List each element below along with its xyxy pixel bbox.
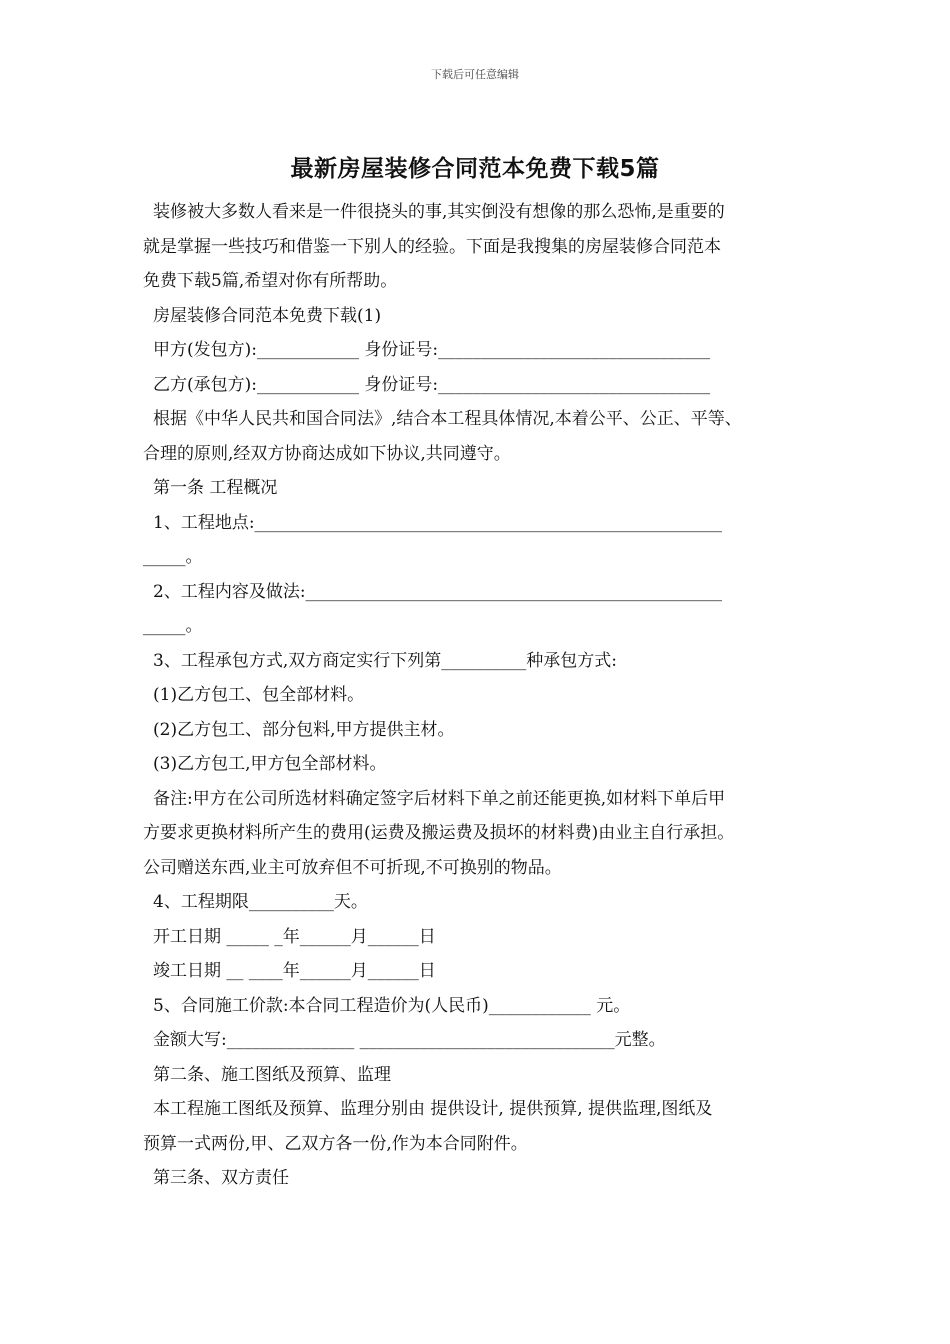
text-line: 3、工程承包方式,双方商定实行下列第__________种承包方式: — [153, 650, 617, 671]
text-line: 备注:甲方在公司所选材料确定签字后材料下单之前还能更换,如材料下单后甲 — [153, 788, 726, 809]
text-line: 第二条、施工图纸及预算、监理 — [153, 1064, 391, 1085]
text-line: _____。 — [143, 616, 203, 636]
text-line: 第一条 工程概况 — [153, 478, 278, 498]
text-line: 就是掌握一些技巧和借鉴一下别人的经验。下面是我搜集的房屋装修合同范本 — [143, 236, 721, 257]
text-line: 甲方(发包方):____________ 身份证号:________________________________ — [153, 340, 711, 360]
text-line: 乙方(承包方):____________ 身份证号:________________________________ — [153, 374, 711, 395]
text-line: 竣工日期 __ ____年______月______日 — [153, 961, 436, 981]
text-line: 公司赠送东西,业主可放弃但不可折现,不可换别的物品。 — [143, 857, 562, 878]
text-line: 本工程施工图纸及预算、监理分别由 提供设计, 提供预算, 提供监理,图纸及 — [153, 1099, 713, 1119]
page-header: 下载后可任意编辑 — [431, 68, 519, 81]
text-line: _____。 — [143, 547, 203, 567]
text-line: 装修被大多数人看来是一件很挠头的事,其实倒没有想像的那么恐怖,是重要的 — [153, 202, 725, 222]
text-line: 方要求更换材料所产生的费用(运费及搬运费及损坏的材料费)由业主自行承担。 — [143, 823, 735, 843]
text-line: 合理的原则,经双方协商达成如下协议,共同遵守。 — [143, 443, 511, 464]
text-line: 预算一式两份,甲、乙双方各一份,作为本合同附件。 — [143, 1133, 528, 1154]
text-line: (3)乙方包工,甲方包全部材料。 — [153, 754, 387, 774]
text-line: 房屋装修合同范本免费下载(1) — [153, 305, 382, 326]
document-title: 最新房屋装修合同范本免费下载5篇 — [290, 156, 660, 182]
text-line: 2、工程内容及做法:_________________________________________________ — [153, 581, 723, 602]
text-line: (1)乙方包工、包全部材料。 — [153, 685, 365, 705]
text-line: (2)乙方包工、部分包料,甲方提供主材。 — [153, 719, 455, 740]
text-line: 根据《中华人民共和国合同法》,结合本工程具体情况,本着公平、公正、平等、 — [153, 409, 742, 429]
text-line: 免费下载5篇,希望对你有所帮助。 — [143, 271, 398, 291]
text-line: 第三条、双方责任 — [153, 1168, 289, 1188]
text-line: 开工日期 _____ _年______月______日 — [153, 926, 436, 947]
document-body — [143, 195, 818, 1196]
text-line: 1、工程地点:_______________________________________________________ — [153, 512, 723, 533]
text-line: 4、工程期限__________天。 — [153, 892, 368, 912]
text-line: 5、合同施工价款:本合同工程造价为(人民币)____________ 元。 — [153, 995, 631, 1016]
text-line: 金额大写:_______________ ______________________________元整。 — [153, 1030, 666, 1050]
